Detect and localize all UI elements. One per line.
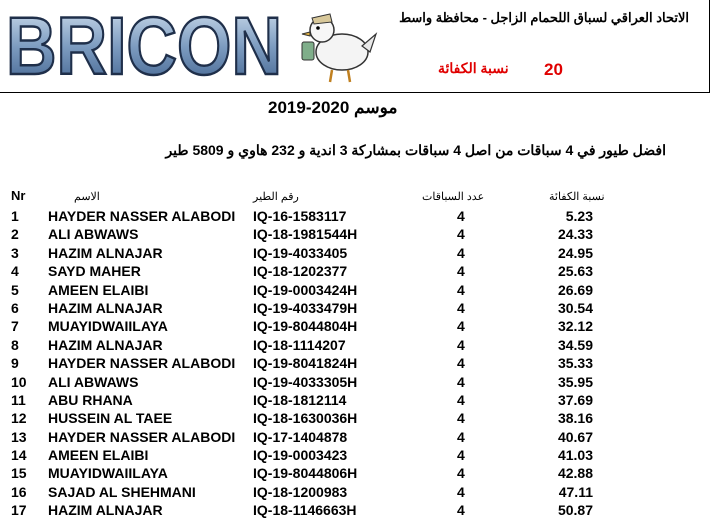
row-efficiency: 47.11 [558, 483, 593, 500]
row-efficiency: 26.69 [557, 281, 593, 298]
table-row [0, 317, 711, 335]
efficiency-label: نسبة الكفائة [438, 60, 509, 76]
table-row [0, 428, 711, 446]
table-row [0, 446, 711, 464]
row-nr: 8 [11, 336, 19, 353]
row-races: 4 [457, 336, 465, 353]
row-races: 4 [457, 373, 465, 390]
row-name: HUSSEIN AL TAEE [48, 410, 173, 427]
row-name: AMEEN ELAIBI [48, 447, 149, 464]
row-name: HAYDER NASSER ALABODI [48, 428, 236, 445]
row-efficiency: 24.95 [557, 244, 593, 261]
row-name: HAZIM ALNAJAR [48, 299, 163, 316]
row-ring: IQ-19-8044806H [253, 465, 358, 482]
efficiency-threshold: 20 [544, 60, 563, 79]
column-header-efficiency: نسبة الكفائة [549, 191, 605, 203]
row-races: 4 [457, 299, 465, 316]
row-efficiency: 34.59 [557, 336, 593, 353]
row-nr: 11 [11, 391, 26, 408]
pigeon-mascot-icon [292, 4, 376, 84]
row-ring: IQ-18-1146663H [253, 502, 357, 519]
row-efficiency: 24.33 [557, 226, 593, 243]
row-ring: IQ-19-0003424H [253, 281, 358, 298]
table-row [0, 207, 711, 225]
row-efficiency: 30.54 [557, 299, 593, 316]
row-efficiency: 5.23 [565, 208, 593, 224]
row-name: ALI ABWAWS [48, 373, 139, 390]
row-ring: IQ-19-4033479H [253, 299, 358, 316]
row-ring: IQ-19-4033405 [253, 244, 348, 261]
row-efficiency: 25.63 [557, 263, 593, 280]
row-name: ALI ABWAWS [48, 226, 139, 243]
row-efficiency: 38.16 [557, 410, 593, 427]
row-ring: IQ-19-0003423 [253, 447, 348, 464]
row-efficiency: 32.12 [557, 318, 593, 335]
row-ring: IQ-18-1630036H [253, 410, 358, 427]
row-ring: IQ-18-1812114 [253, 391, 347, 408]
row-ring: IQ-18-1114207 [253, 336, 346, 353]
row-efficiency: 40.67 [557, 428, 593, 445]
row-races: 4 [457, 447, 465, 464]
row-races: 4 [457, 483, 465, 500]
summary-line: افضل طيور في 4 سباقات من اصل 4 سباقات بمشاركة 3 اندية و 232 هاوي و 5809 طير [165, 142, 666, 158]
results-table [0, 207, 711, 520]
row-nr: 10 [11, 373, 27, 390]
row-efficiency: 37.69 [557, 391, 593, 408]
row-name: SAYD MAHER [48, 263, 141, 280]
row-name: MUAYIDWAIILAYA [48, 465, 168, 482]
table-row [0, 483, 711, 501]
row-efficiency: 41.03 [557, 447, 593, 464]
table-row [0, 501, 711, 519]
row-efficiency: 35.33 [557, 355, 593, 372]
table-row [0, 354, 711, 372]
row-races: 4 [457, 428, 465, 445]
row-ring: IQ-18-1200983 [253, 483, 348, 500]
row-nr: 7 [11, 318, 19, 335]
row-nr: 9 [11, 355, 19, 372]
row-ring: IQ-19-8041824H [253, 355, 358, 372]
column-header-ring: رقم الطير [253, 191, 299, 203]
row-nr: 16 [11, 483, 27, 500]
row-races: 4 [457, 502, 465, 519]
row-races: 4 [457, 410, 465, 427]
row-races: 4 [457, 355, 465, 372]
row-races: 4 [457, 226, 465, 243]
table-row [0, 336, 711, 354]
row-races: 4 [457, 244, 465, 261]
table-row [0, 281, 711, 299]
federation-title: الاتحاد العراقي لسباق اللحمام الزاجل - محافظة واسط [399, 10, 689, 25]
table-row [0, 464, 711, 482]
row-name: HAYDER NASSER ALABODI [48, 208, 236, 224]
row-races: 4 [457, 465, 465, 482]
row-nr: 1 [11, 208, 19, 224]
column-header-name: الاسم [74, 191, 100, 203]
row-nr: 5 [11, 281, 19, 298]
row-name: AMEEN ELAIBI [48, 281, 149, 298]
row-nr: 2 [11, 226, 19, 243]
table-row [0, 299, 711, 317]
row-races: 4 [457, 208, 465, 224]
row-nr: 13 [11, 428, 27, 445]
column-header-races: عدد السباقات [422, 191, 485, 203]
table-row [0, 391, 711, 409]
row-ring: IQ-18-1981544H [253, 226, 358, 243]
row-nr: 14 [11, 447, 27, 464]
row-nr: 17 [11, 502, 27, 519]
table-row [0, 409, 711, 427]
row-nr: 6 [11, 299, 19, 316]
report-header [0, 0, 710, 93]
row-ring: IQ-17-1404878 [253, 428, 348, 445]
row-name: HAZIM ALNAJAR [48, 336, 163, 353]
bricon-logo [2, 1, 286, 92]
row-nr: 12 [11, 410, 27, 427]
season-title: موسم 2020-2019 [268, 98, 398, 117]
row-races: 4 [457, 318, 465, 335]
row-efficiency: 35.95 [557, 373, 593, 390]
row-efficiency: 42.88 [557, 465, 593, 482]
column-header-nr: Nr [11, 188, 26, 203]
table-row [0, 225, 711, 243]
row-name: HAZIM ALNAJAR [48, 244, 163, 261]
row-efficiency: 50.87 [557, 502, 593, 519]
row-name: MUAYIDWAIILAYA [48, 318, 168, 335]
row-ring: IQ-19-4033305H [253, 373, 358, 390]
row-nr: 15 [11, 465, 27, 482]
row-ring: IQ-18-1202377 [253, 263, 348, 280]
row-races: 4 [457, 263, 465, 280]
table-row [0, 262, 711, 280]
row-races: 4 [457, 391, 465, 408]
row-ring: IQ-16-1583117 [253, 208, 347, 224]
table-row [0, 373, 711, 391]
row-name: SAJAD AL SHEHMANI [48, 483, 196, 500]
table-row [0, 244, 711, 262]
row-ring: IQ-19-8044804H [253, 318, 358, 335]
row-nr: 3 [11, 244, 19, 261]
row-name: HAYDER NASSER ALABODI [48, 355, 236, 372]
row-nr: 4 [11, 263, 19, 280]
row-name: ABU RHANA [48, 391, 133, 408]
svg-text:BRICON: BRICON [6, 1, 282, 92]
row-name: HAZIM ALNAJAR [48, 502, 163, 519]
row-races: 4 [457, 281, 465, 298]
